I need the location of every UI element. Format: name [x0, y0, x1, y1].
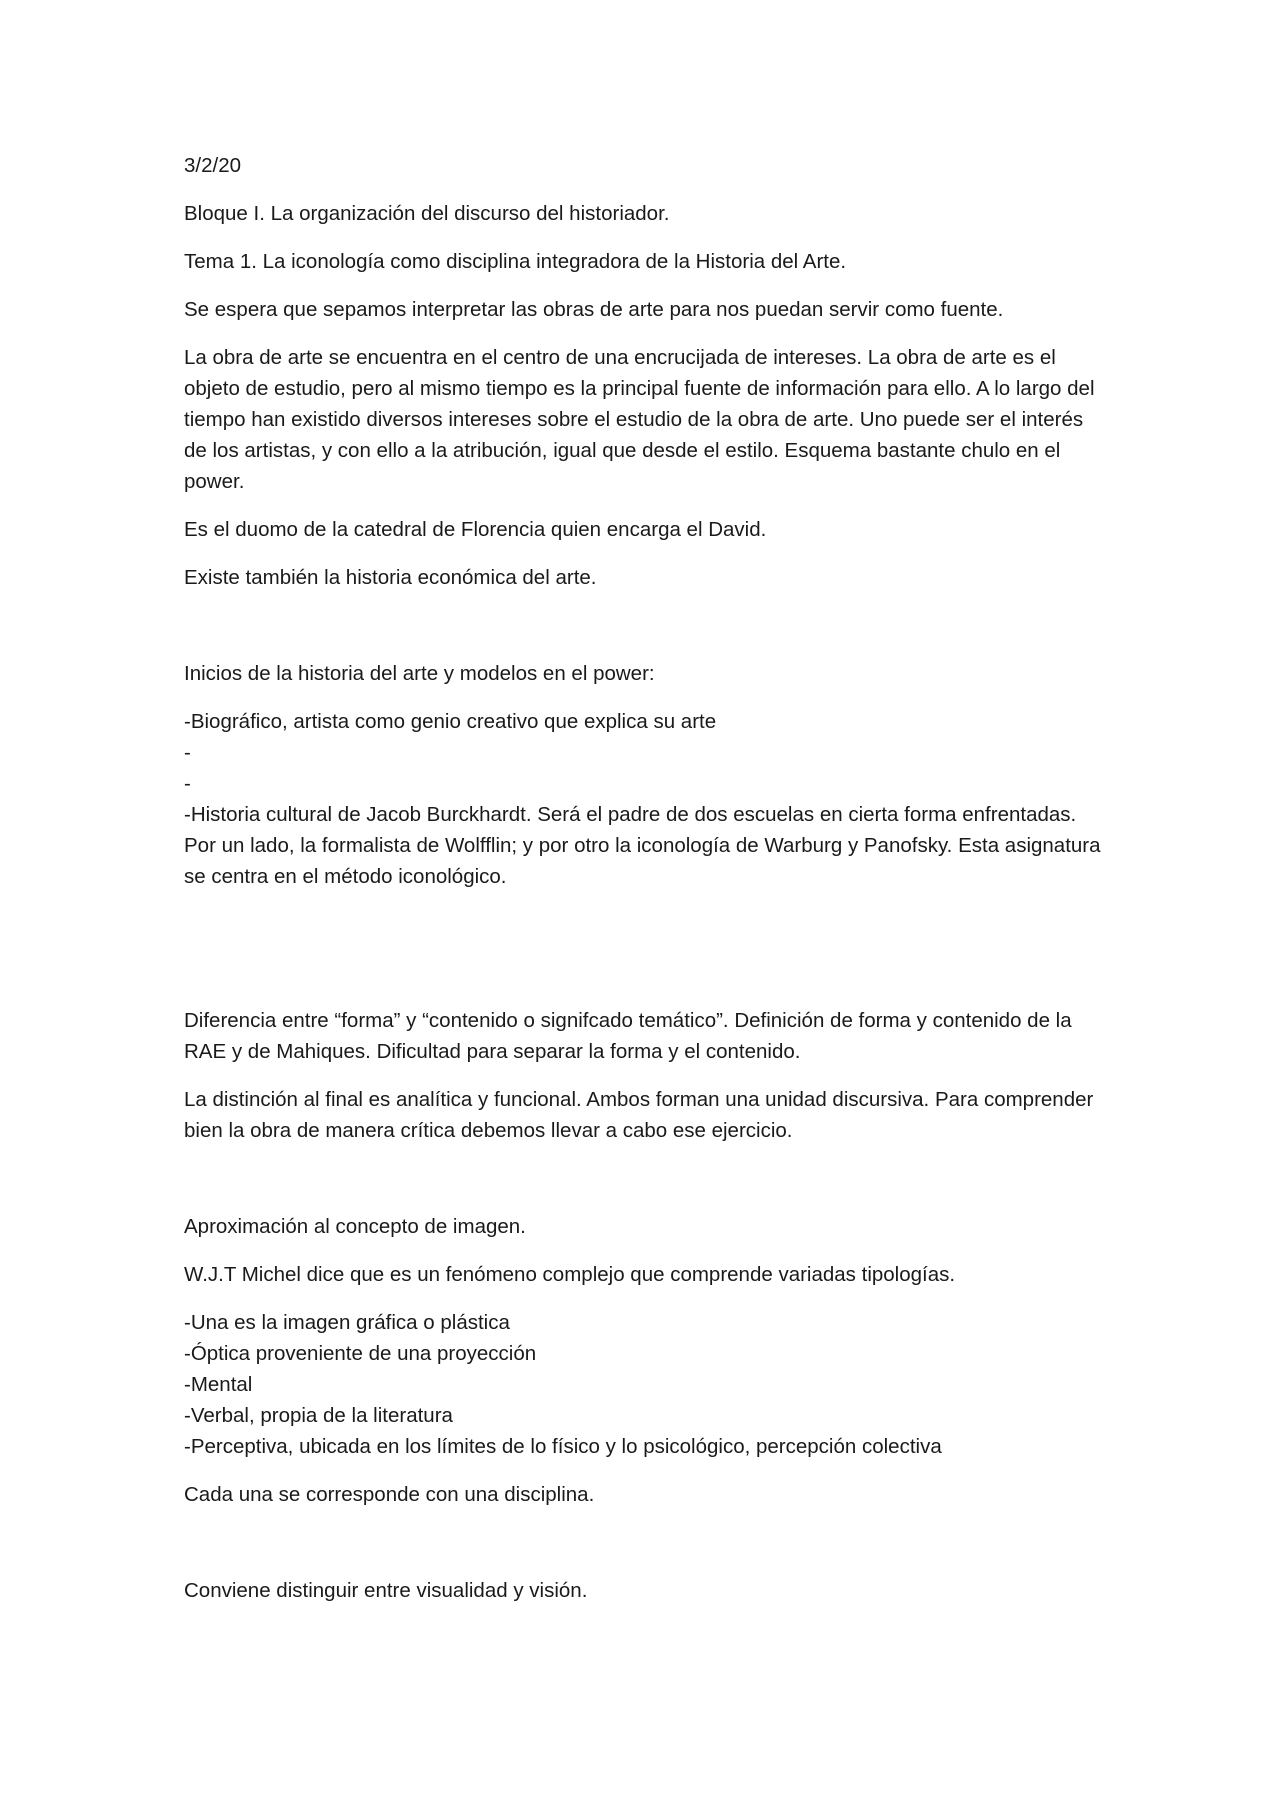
list-item: - [184, 772, 191, 795]
blank-space [184, 1527, 1104, 1575]
paragraph: Es el duomo de la catedral de Florencia quien encarga el David. [184, 518, 767, 541]
list-item: -Verbal, propia de la literatura [184, 1404, 453, 1427]
models-list [184, 706, 1104, 892]
blank-space [184, 610, 1104, 658]
list-item: -Historia cultural de Jacob Burckhardt. Será el padre de dos escuelas en cierta forma enfrentadas. Por un lado, la formalista de Wolfflin; y por otro la iconología de Warburg y Panofsky. Esta asignatura se centra en el método iconológico. [184, 803, 1101, 888]
paragraph: Aproximación al concepto de imagen. [184, 1215, 526, 1238]
paragraph: Inicios de la historia del arte y modelos en el power: [184, 662, 655, 685]
paragraph: Cada una se corresponde con una disciplina. [184, 1483, 595, 1506]
paragraph: W.J.T Michel dice que es un fenómeno complejo que comprende variadas tipologías. [184, 1263, 956, 1286]
paragraph: Se espera que sepamos interpretar las obras de arte para nos puedan servir como fuente. [184, 298, 1004, 321]
document-body [184, 150, 1104, 1623]
blank-space [184, 909, 1104, 1005]
list-item: - [184, 741, 191, 764]
list-item: -Biográfico, artista como genio creativo que explica su arte [184, 710, 717, 733]
paragraph: La distinción al final es analítica y funcional. Ambos forman una unidad discursiva. Para comprender bien la obra de manera crítica debemos llevar a cabo ese ejercicio. [184, 1088, 1094, 1142]
list-item: -Óptica proveniente de una proyección [184, 1342, 537, 1365]
image-types-list [184, 1307, 1104, 1462]
paragraph: Diferencia entre “forma” y “contenido o signifcado temático”. Definición de forma y contenido de la RAE y de Mahiques. Dificultad para separar la forma y el contenido. [184, 1009, 1072, 1063]
list-item: -Perceptiva, ubicada en los límites de lo físico y lo psicológico, percepción colectiva [184, 1435, 942, 1458]
block-title: Bloque I. La organización del discurso del historiador. [184, 202, 670, 225]
date-line: 3/2/20 [184, 154, 241, 177]
paragraph: Existe también la historia económica del arte. [184, 566, 597, 589]
paragraph: Conviene distinguir entre visualidad y visión. [184, 1579, 588, 1602]
paragraph: La obra de arte se encuentra en el centro de una encrucijada de intereses. La obra de arte es el objeto de estudio, pero al mismo tiempo es la principal fuente de información para ello. A lo largo del tiempo han existido diversos intereses sobre el estudio de la obra de arte. Uno puede ser el interés de los artistas, y con ello a la atribución, igual que desde el estilo. Esquema bastante chulo en el power. [184, 346, 1095, 493]
blank-space [184, 1163, 1104, 1211]
list-item: -Una es la imagen gráfica o plástica [184, 1311, 510, 1334]
list-item: -Mental [184, 1373, 253, 1396]
topic-title: Tema 1. La iconología como disciplina integradora de la Historia del Arte. [184, 250, 847, 273]
